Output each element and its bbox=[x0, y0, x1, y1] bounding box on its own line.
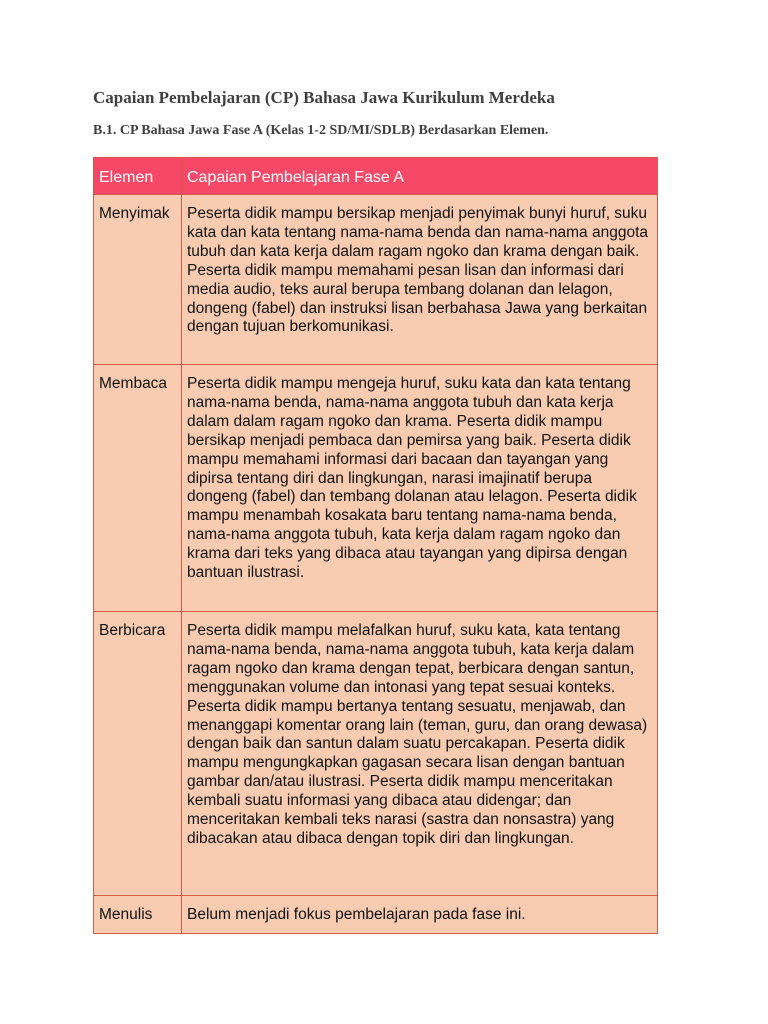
elemen-cell bbox=[94, 195, 182, 365]
capaian-cell: Peserta didik mampu mengeja huruf, suku kata dan kata tentang nama-nama benda, nama-nama anggota tubuh dan kata kerja dalam dalam ragam ngoko dan krama. Peserta didik mampu bersikap menjadi pembaca dan pemirsa yang baik. Peserta didik mampu memahami informasi dari bacaan dan tayangan yang dipirsa tentang diri dan lingkungan, narasi imajinatif berupa dongeng (fabel) dan tembang dolanan atau lelagon. Peserta didik mampu menambah kosakata baru tentang nama-nama benda, nama-nama anggota tubuh, kata kerja dalam ragam ngoko dan krama dari teks yang dibaca atau tayangan yang dipirsa dengan bantuan ilustrasi. bbox=[181, 365, 657, 612]
elemen-label: Menyimak bbox=[99, 205, 170, 222]
table-row bbox=[94, 612, 658, 896]
header-elemen: Elemen bbox=[94, 158, 182, 195]
document-title: Capaian Pembelajaran (CP) Bahasa Jawa Kurikulum Merdeka bbox=[93, 88, 555, 107]
table-row bbox=[94, 365, 658, 612]
document-subtitle: B.1. CP Bahasa Jawa Fase A (Kelas 1-2 SD/MI/SDLB) Berdasarkan Elemen. bbox=[93, 123, 549, 138]
table-header-row bbox=[94, 158, 658, 195]
header-capaian: Capaian Pembelajaran Fase A bbox=[181, 158, 657, 195]
elemen-cell bbox=[94, 612, 182, 896]
elemen-cell bbox=[94, 365, 182, 612]
elemen-label: Menulis bbox=[99, 906, 153, 923]
elemen-label: Membaca bbox=[99, 375, 168, 392]
elemen-label: Berbicara bbox=[99, 622, 166, 639]
table-row bbox=[94, 896, 658, 934]
capaian-cell: Peserta didik mampu bersikap menjadi penyimak bunyi huruf, suku kata dan kata tentang nama-nama benda dan nama-nama anggota tubuh dan kata kerja dalam ragam ngoko dan krama dengan baik. Peserta didik mampu memahami pesan lisan dan informasi dari media audio, teks aural berupa tembang dolanan dan lelagon, dongeng (fabel) dan instruksi lisan berbahasa Jawa yang berkaitan dengan tujuan berkomunikasi. bbox=[181, 195, 657, 365]
capaian-cell: Belum menjadi fokus pembelajaran pada fase ini. bbox=[181, 896, 657, 934]
capaian-pembelajaran-table bbox=[93, 157, 658, 934]
capaian-cell: Peserta didik mampu melafalkan huruf, suku kata, kata tentang nama-nama benda, nama-nama anggota tubuh, kata kerja dalam ragam ngoko dan krama dengan tepat, berbicara dengan santun, menggunakan volume dan intonasi yang tepat sesuai konteks. Peserta didik mampu bertanya tentang sesuatu, menjawab, dan menanggapi komentar orang lain (teman, guru, dan orang dewasa) dengan baik dan santun dalam suatu percakapan. Peserta didik mampu mengungkapkan gagasan secara lisan dengan bantuan gambar dan/atau ilustrasi. Peserta didik mampu menceritakan kembali suatu informasi yang dibaca atau didengar; dan menceritakan kembali teks narasi (sastra dan nonsastra) yang dibacakan atau dibaca dengan topik diri dan lingkungan. bbox=[181, 612, 657, 896]
elemen-cell bbox=[94, 896, 182, 934]
table-row bbox=[94, 195, 658, 365]
